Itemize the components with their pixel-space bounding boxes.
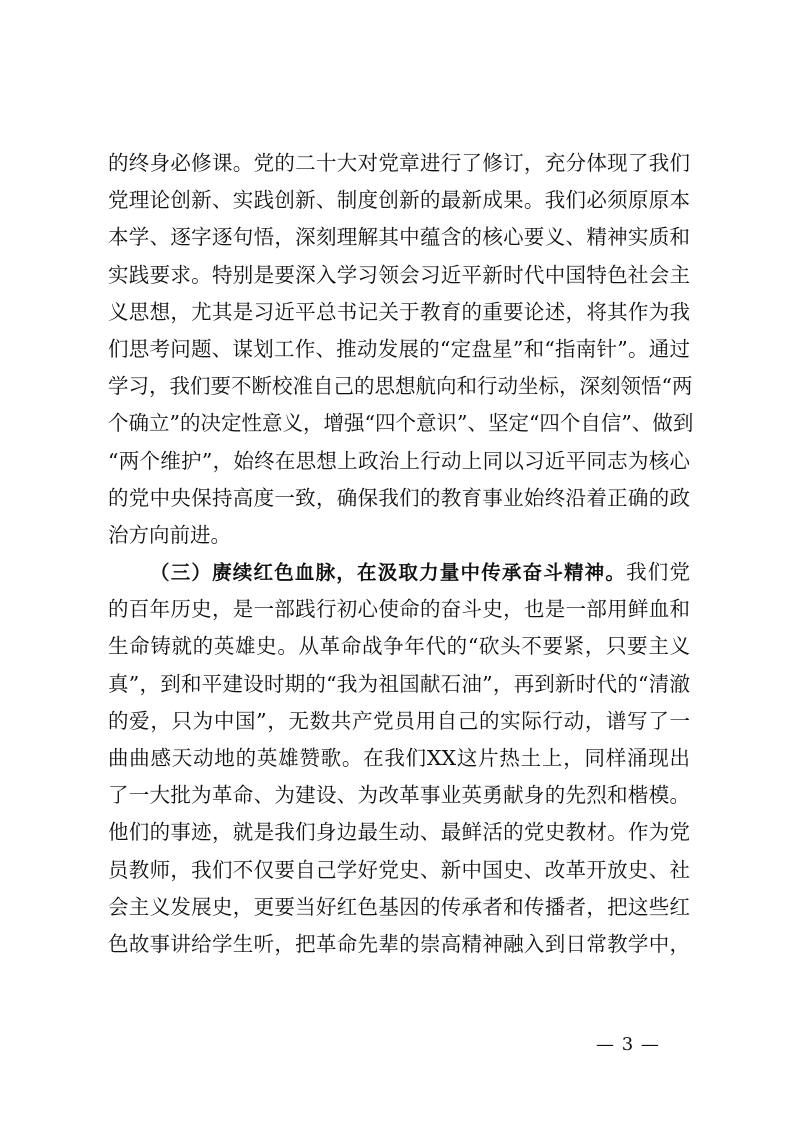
text-line: 色故事讲给学生听，把革命先辈的崇高精神融入到日常教学中， <box>108 931 690 956</box>
text-line: 实践要求。特别是要深入学习领会习近平新时代中国特色社会主 <box>108 262 690 287</box>
text-line: 党理论创新、实践创新、制度创新的最新成果。我们必须原原本 <box>108 188 690 213</box>
text-line: 曲曲感天动地的英雄赞歌。在我们XX这片热土上，同样涌现出 <box>108 746 690 770</box>
text-line: 学习，我们要不断校准自己的思想航向和行动坐标，深刻领悟“两 <box>108 374 693 399</box>
text-line: 会主义发展史，更要当好红色基因的传承者和传播者，把这些红 <box>108 894 690 919</box>
text-line: 个确立”的决定性意义，增强“四个意识”、坚定“四个自信”、做到 <box>108 411 694 436</box>
text-line: “两个维护”，始终在思想上政治上行动上同以习近平同志为核心 <box>108 448 690 473</box>
body-text <box>108 145 694 963</box>
text-line: 了一大批为革命、为建设、为改革事业英勇献身的先烈和楷模。 <box>108 783 690 808</box>
text-line: 本学、逐字逐句悟，深刻理解其中蕴含的核心要义、精神实质和 <box>108 225 690 250</box>
text-line: 的爱，只为中国”，无数共产党员用自己的实际行动，谱写了一 <box>108 708 690 733</box>
text-line: 的百年历史，是一部践行初心使命的奋斗史，也是一部用鲜血和 <box>108 597 690 622</box>
page-number: — 3 — <box>596 1034 660 1055</box>
text-line: 们思考问题、谋划工作、推动发展的“定盘星”和“指南针”。通过 <box>108 336 690 361</box>
text-fragment: 我们党 <box>626 560 690 585</box>
text-line: 真”，到和平建设时期的“我为祖国献石油”，再到新时代的“清澈 <box>108 671 690 696</box>
text-line: 生命铸就的英雄史。从革命战争年代的“砍头不要紧，只要主义 <box>108 634 690 659</box>
text-line: 义思想，尤其是习近平总书记关于教育的重要论述，将其作为我 <box>108 299 690 324</box>
text-line: 的党中央保持高度一致，确保我们的教育事业始终沿着正确的政 <box>108 485 690 510</box>
text-line: 的终身必修课。党的二十大对党章进行了修订，充分体现了我们 <box>108 151 690 175</box>
text-line: 员教师，我们不仅要自己学好党史、新中国史、改革开放史、社 <box>108 857 690 882</box>
text-line: 治方向前进。 <box>108 522 231 547</box>
section-heading: （三）赓续红色血脉，在汲取力量中传承奋斗精神。 <box>150 561 627 585</box>
section-heading-line <box>108 554 690 591</box>
text-line: 他们的事迹，就是我们身边最生动、最鲜活的党史教材。作为党 <box>108 820 690 845</box>
